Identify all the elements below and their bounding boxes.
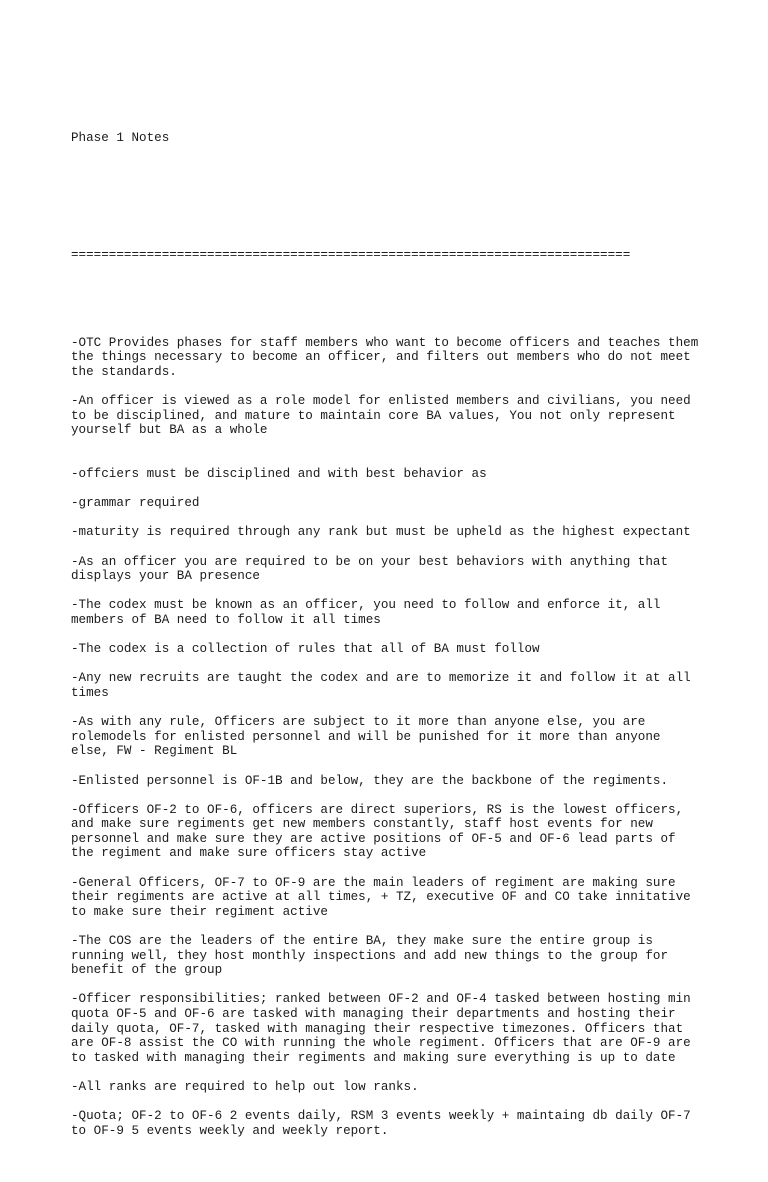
note-line: else, FW - Regiment BL xyxy=(71,744,238,759)
note-line: -Enlisted personnel is OF-1B and below, they are the backbone of the regiments. xyxy=(71,773,669,788)
note-line: members of BA need to follow it all times xyxy=(71,612,381,627)
note-line: their regiments are active at all times, + TZ, executive OF and CO take innitative xyxy=(71,890,691,905)
note-line: -offciers must be disciplined and with best behavior as xyxy=(71,467,487,482)
note-paragraph xyxy=(71,803,731,861)
note-line: yourself but BA as a whole xyxy=(71,423,268,438)
note-paragraph xyxy=(71,876,731,920)
notes-list xyxy=(71,336,731,1139)
note-line: quota OF-5 and OF-6 are tasked with managing their departments and hosting their xyxy=(71,1007,676,1021)
document-title-block xyxy=(71,102,731,175)
note-line: are OF-8 assist the CO with running the whole regiment. Officers that are OF-9 are xyxy=(71,1036,691,1051)
note-line: -maturity is required through any rank but must be upheld as the highest expectant xyxy=(71,525,691,540)
note-line: benefit of the group xyxy=(71,963,223,978)
note-line: -The codex must be known as an officer, you need to follow and enforce it, all xyxy=(71,598,661,613)
note-line: -As an officer you are required to be on your best behaviors with anything that xyxy=(71,554,669,569)
note-paragraph xyxy=(71,774,731,789)
note-line: -The codex is a collection of rules that all of BA must follow xyxy=(71,642,540,657)
separator-block xyxy=(71,219,731,292)
note-line: to tasked with managing their regiments and making sure everything is up to date xyxy=(71,1050,676,1065)
note-line: -OTC Provides phases for staff members who want to become officers and teaches them xyxy=(71,335,699,350)
note-line: -The COS are the leaders of the entire BA, they make sure the entire group is xyxy=(71,934,653,949)
note-line: -An officer is viewed as a role model for enlisted members and civilians, you need xyxy=(71,394,691,409)
separator-line: ========================================================================== xyxy=(71,248,631,263)
note-line: daily quota, OF-7, tasked with managing their respective timezones. Officers that xyxy=(71,1021,684,1036)
note-line: times xyxy=(71,685,109,700)
note-line: and make sure regiments get new members constantly, staff host events for new xyxy=(71,817,653,832)
note-line: running well, they host monthly inspections and add new things to the group for xyxy=(71,948,669,963)
note-paragraph xyxy=(71,525,731,540)
note-paragraph xyxy=(71,934,731,978)
note-line: -Any new recruits are taught the codex and are to memorize it and follow it at all xyxy=(71,671,691,686)
note-line: to make sure their regiment active xyxy=(71,904,328,919)
note-line: -Officer responsibilities; ranked between OF-2 and OF-4 tasked between hosting min xyxy=(71,992,691,1007)
note-line: the regiment and make sure officers stay active xyxy=(71,846,427,861)
document-title: Phase 1 Notes xyxy=(71,131,170,146)
note-line: to OF-9 5 events weekly and weekly report. xyxy=(71,1123,389,1138)
note-line: -Officers OF-2 to OF-6, officers are direct superiors, RS is the lowest officers, xyxy=(71,802,684,817)
note-line: the standards. xyxy=(71,364,177,379)
document-body xyxy=(71,73,731,1182)
note-paragraph xyxy=(71,642,731,657)
note-line: -grammar required xyxy=(71,496,200,511)
note-line: -General Officers, OF-7 to OF-9 are the main leaders of regiment are making sure xyxy=(71,875,676,890)
note-paragraph xyxy=(71,598,731,627)
note-paragraph xyxy=(71,671,731,700)
note-paragraph xyxy=(71,336,731,380)
note-line: to be disciplined, and mature to maintain core BA values, You not only represent xyxy=(71,408,676,423)
note-line: -Quota; OF-2 to OF-6 2 events daily, RSM 3 events weekly + maintaing db daily OF-7 xyxy=(71,1109,691,1124)
note-line: displays your BA presence xyxy=(71,569,260,584)
note-paragraph xyxy=(71,715,731,759)
note-paragraph xyxy=(71,555,731,584)
note-line: -As with any rule, Officers are subject to it more than anyone else, you are xyxy=(71,715,646,730)
note-paragraph xyxy=(71,467,731,482)
note-paragraph xyxy=(71,1080,731,1095)
note-line: personnel and make sure they are active positions of OF-5 and OF-6 lead parts of xyxy=(71,831,676,846)
note-line: the things necessary to become an officer, and filters out members who do not meet xyxy=(71,350,691,365)
note-paragraph xyxy=(71,992,731,1065)
note-paragraph xyxy=(71,496,731,511)
note-line: rolemodels for enlisted personnel and will be punished for it more than anyone xyxy=(71,729,661,744)
note-paragraph xyxy=(71,1109,731,1138)
note-line: -All ranks are required to help out low ranks. xyxy=(71,1079,419,1094)
note-paragraph xyxy=(71,394,731,438)
